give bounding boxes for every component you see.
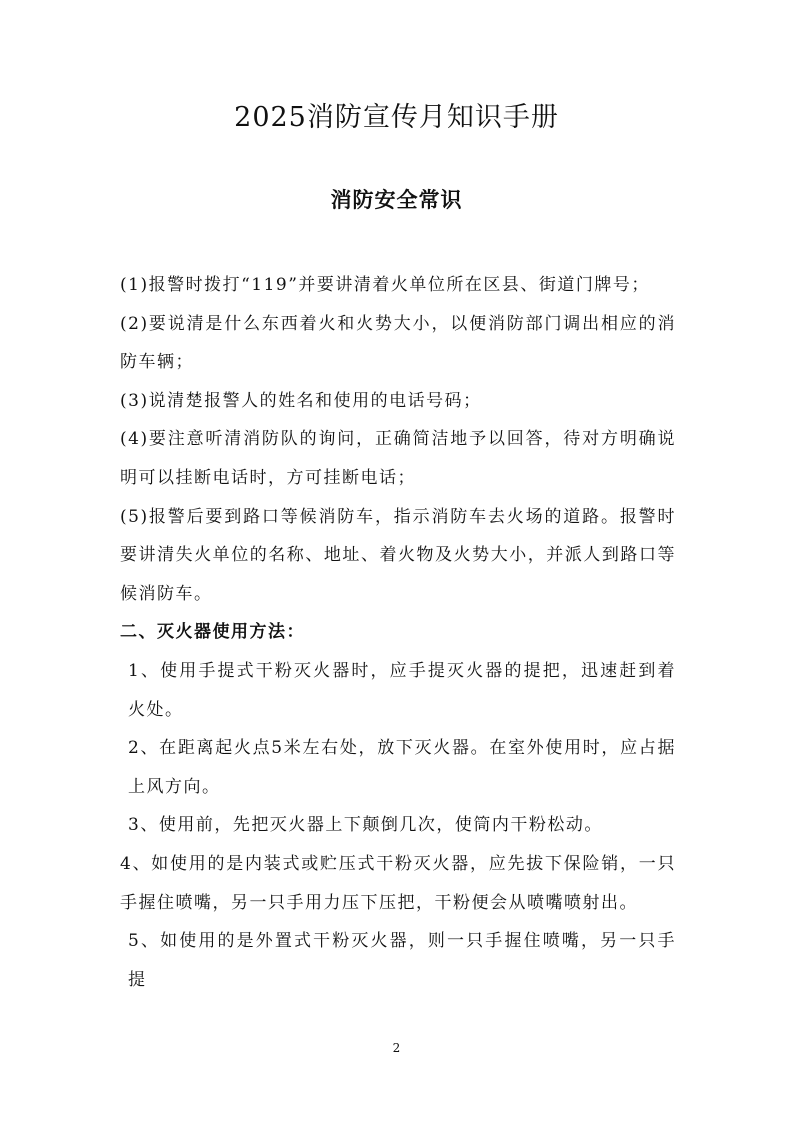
paragraph-extinguisher-5: 5、如使用的是外置式干粉灭火器，则一只手握住喷嘴，另一只手提 [128,931,676,990]
paragraph-extinguisher-1: 1、使用手提式干粉灭火器时，应手提灭火器的提把，迅速赶到着火处。 [128,660,676,720]
paragraph-report-4: (4)要注意听清消防队的询问，正确简洁地予以回答，待对方明确说明可以挂断电话时，方可挂断电话； [120,429,676,488]
paragraph-report-5: (5)报警后要到路口等候消防车，指示消防车去火场的道路。报警时要讲清失火单位的名称、地址、着火物及火势大小，并派人到路口等候消防车。 [120,506,676,604]
paragraph-extinguisher-4: 4、如使用的是内装式或贮压式干粉灭火器，应先拔下保险销，一只手握住喷嘴，另一只手用力压下压把，干粉便会从喷嘴喷射出。 [120,853,676,913]
document-body [120,266,676,999]
subsection-heading-extinguisher: 二、灭火器使用方法： [120,622,305,643]
section-title: 消防安全常识 [330,187,463,212]
paragraph-extinguisher-2: 2、在距离起火点5米左右处，放下灭火器。在室外使用时，应占据上风方向。 [128,738,676,797]
document-title: 2025消防宣传月知识手册 [234,102,559,133]
paragraph-report-1: (1)报警时拨打“119”并要讲清着火单位所在区县、街道门牌号； [120,275,650,295]
paragraph-extinguisher-3: 3、使用前，先把灭火器上下颠倒几次，使筒内干粉松动。 [128,815,603,836]
paragraph-report-3: (3)说清楚报警人的姓名和使用的电话号码； [120,390,482,411]
page-number: 2 [392,1041,401,1055]
paragraph-report-2: (2)要说清是什么东西着火和火势大小，以便消防部门调出相应的消防车辆； [120,313,676,373]
